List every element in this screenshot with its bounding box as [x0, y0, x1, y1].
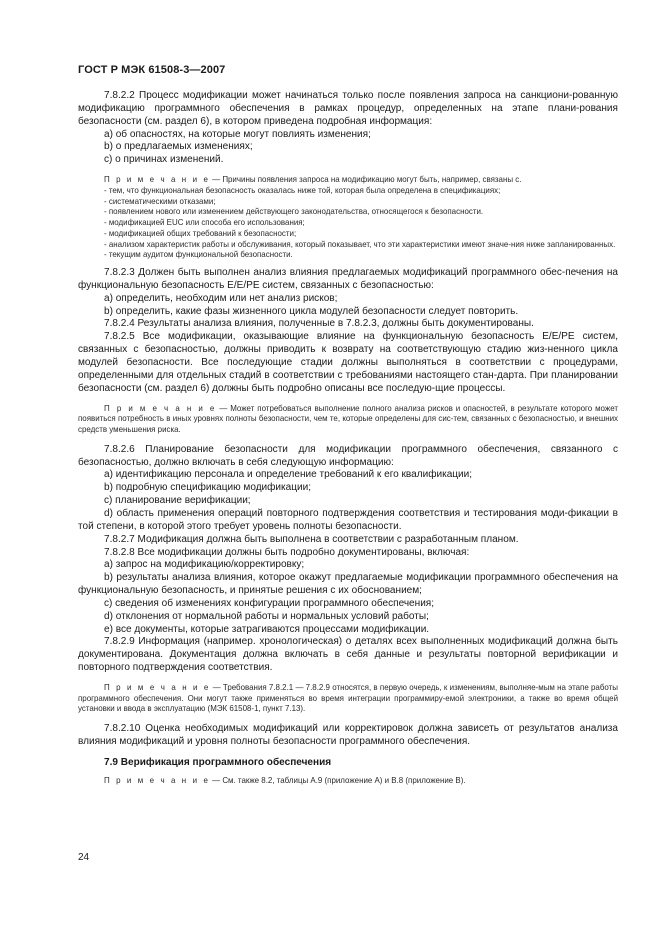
note-2 [78, 404, 618, 436]
list-item: c) планирование верификации; [104, 495, 251, 507]
list-item: b) результаты анализа влияния, которое окажут предлагаемые модификации программного обеспечения на функциональную безопасность, и принятые решения с их обоснованием; [78, 572, 618, 597]
list-item: b) о предлагаемых изменениях; [104, 141, 253, 153]
para-7-8-2-3: 7.8.2.3 Должен быть выполнен анализ влияния предлагаемых модификаций программного обес-печения на функциональную безопасность E/E/PE систем, связанных с безопасностью: [78, 267, 618, 291]
note-item: - появлением нового или изменением действующего законодательства, относящегося к безопасности. [104, 207, 484, 217]
note-text: — Причины появления запроса на модификацию могут быть, например, связаны с. [209, 175, 522, 185]
note-label: П р и м е ч а н и е [104, 775, 210, 785]
note-item: - текущим аудитом функциональной безопасности. [104, 250, 293, 260]
list-item: c) о причинах изменений. [104, 154, 224, 166]
list-item: a) об опасностях, на которые могут повлиять изменения; [104, 128, 371, 140]
para-7-8-2-8: 7.8.2.8 Все модификации должны быть подробно документированы, включая: [104, 546, 470, 558]
section-heading-7-9: 7.9 Верификация программного обеспечения [104, 756, 332, 768]
note-item: - модификацией общих требований к безопасности; [104, 228, 297, 238]
note-label: П р и м е ч а н и е [104, 175, 210, 185]
note-label: П р и м е ч а н и е [104, 403, 217, 413]
list-item: c) сведения об изменениях конфигурации программного обеспечения; [104, 597, 435, 609]
note-text: — См. также 8.2, таблицы А.9 (приложение А) и В.8 (приложение В). [209, 775, 466, 785]
note-label: П р и м е ч а н и е [104, 682, 211, 692]
list-item: b) подробную спецификацию модификации; [104, 482, 312, 494]
note-1 [78, 175, 618, 186]
para-7-8-2-7: 7.8.2.7 Модификация должна быть выполнена в соответствии с разработанным планом. [104, 533, 519, 545]
list-item: e) все документы, которые затрагиваются процессами модификации. [104, 623, 430, 635]
note-3 [78, 683, 618, 715]
list-item: b) определить, какие фазы жизненного цикла модулей безопасности следует повторить. [104, 305, 519, 317]
note-4 [78, 776, 618, 787]
list-item: d) отклонения от нормальной работы и нормальных условий работы; [104, 610, 429, 622]
page-number: 24 [78, 852, 90, 863]
list-item: a) определить, необходим или нет анализ рисков; [104, 292, 338, 304]
para-7-8-2-6: 7.8.2.6 Планирование безопасности для модификации программного обеспечения, связанного с безопасностью, должно включать в себя следующую информацию: [78, 443, 618, 468]
document-header: ГОСТ Р МЭК 61508-3—2007 [78, 64, 226, 76]
list-item: a) запрос на модификацию/корректировку; [104, 559, 305, 571]
para-7-8-2-10: 7.8.2.10 Оценка необходимых модификаций или корректировок должна зависеть от результатов анализа влияния модификаций и уровня полноты безопасности программного обеспечения. [78, 723, 618, 748]
note-item: - систематическими отказами; [104, 196, 216, 206]
note-text: — Может потребоваться выполнение полного анализа рисков и опасностей, в результате которого может появиться потребность в иных уровнях полноты безопасности, чем те, которые определены для сис-тем, связанных с безопасностью, и внешних средств уменьшения риска. [78, 403, 618, 434]
page-content [78, 90, 618, 786]
note-item: - тем, что функциональная безопасность оказалась ниже той, которая была определена в спецификациях; [104, 185, 501, 195]
para-7-8-2-9: 7.8.2.9 Информация (например. хронологическая) о деталях всех выполненных модификаций должна быть документирована. Документация должна включать в себя данные и результаты повторной верификации и повторного подтверждения соответствия. [78, 636, 618, 674]
note-text: — Требования 7.8.2.1 — 7.8.2.9 относятся, в первую очередь, к изменениям, выполняе-мым на этапе работы программного обеспечения. Они могут также применяться во время интеграции программиру-емой электроники, а также во время общей установки и ввода в эксплуатацию (МЭК 61508-1, пункт 7.13). [78, 682, 618, 714]
note-item: - модификацией EUC или способа его использования; [104, 218, 305, 228]
list-item: a) идентификацию персонала и определение требований к его квалификации; [104, 469, 473, 481]
para-7-8-2-2: 7.8.2.2 Процесс модификации может начинаться только после появления запроса на санкциони-рованную модификацию программного обеспечения в рамках процедур, определенных на этапе плани-рования безопасности (см. раздел 6), в котором приведена подробная информация: [78, 90, 618, 127]
list-item: d) область применения операций повторного подтверждения соответствия и тестирования моди-фикации в той степени, в которой этого требует уровень полноты безопасности. [78, 507, 618, 532]
para-7-8-2-4: 7.8.2.4 Результаты анализа влияния, полученные в 7.8.2.3, должны быть документированы. [104, 318, 534, 330]
note-item: - анализом характеристик работы и обслуживания, который показывает, что эти характеристики имеют значе-ния ниже запланированных. [104, 239, 616, 249]
para-7-8-2-5: 7.8.2.5 Все модификации, оказывающие влияние на функциональную безопасность E/E/PE систем, связанных с безопасностью, должны приводить к возврату на соответствующую стадию жиз-ненного цикла модулей безопасности. Все последующие стадии должны выполняться в соответствии с процедурами, определенными для отдельных стадий в соответствии с требованиями настоящего стан-дарта. При планировании безопасности (см. раздел 6) должны быть подробно описаны все последую-щие процессы. [78, 331, 618, 394]
